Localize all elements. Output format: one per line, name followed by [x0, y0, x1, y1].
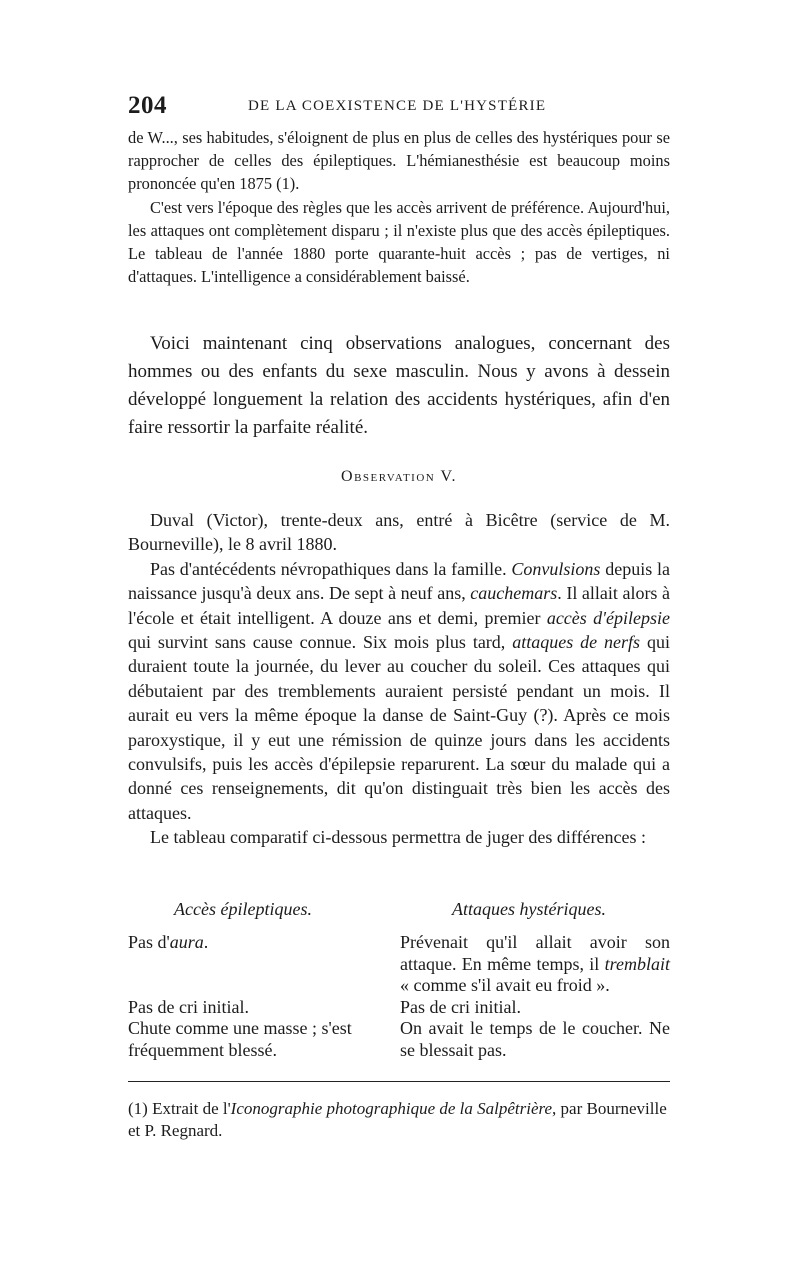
comparison-headers — [128, 899, 670, 925]
footnote-work-title: Iconographie photographique de la Salpêtrière — [230, 1099, 553, 1118]
text-run: « comme s'il avait eu froid ». — [400, 975, 610, 996]
comparison-row — [128, 997, 670, 1019]
footnote-text: , par Bourneville et P. Regnard. — [128, 1099, 667, 1140]
footnote-rule — [128, 1081, 670, 1082]
text-run: qui duraient toute la journée, du lever au coucher du soleil. Ces attaques qui débutaient par des tremblements auraient persisté pendant un mois. Il aurait eu vers la même époque la danse de Saint-Guy (?). Après ce mois paroxystique, il y eut une rémission de quinze jours dans les accidents convulsifs, puis les accès d'épilepsie reparurent. La sœur du malade qui a donné ces renseignements, dit qu'on distinguait très bien les accès des attaques. — [128, 632, 670, 823]
comparison-row — [128, 932, 670, 997]
emphasis-aura: aura — [169, 932, 204, 952]
observation-paragraph-3: Le tableau comparatif ci-dessous permettra de juger des différences : — [150, 827, 646, 848]
cell-epileptic: Chute comme une masse ; s'est fréquemment blessé. — [128, 1018, 352, 1060]
footnote-text: Extrait de l' — [152, 1099, 231, 1118]
emphasis-tremblait: tremblait — [604, 953, 670, 974]
opening-text — [128, 126, 670, 288]
cell-hysterical — [400, 932, 670, 997]
paragraph-continuation: de W..., ses habitudes, s'éloignent de plus en plus de celles des hystériques pour se rapprocher de celles des épileptiques. L'hémianesthésie est beaucoup moins prononcée qu'en 1875 (1). — [128, 128, 670, 194]
cell-epileptic: Pas d'aura. — [128, 932, 209, 952]
emphasis-cauchemars: cauchemars — [470, 583, 558, 604]
observation-paragraph-1: Duval (Victor), trente-deux ans, entré à Bicêtre (service de M. Bourneville), le 8 avril 1880. — [128, 510, 670, 555]
cell-hysterical: On avait le temps de le coucher. Ne se blessait pas. — [400, 1018, 670, 1060]
emphasis-acces-epilepsie: accès d'épilepsie — [546, 607, 670, 628]
text-run: qui survint sans cause connue. Six mois plus tard, — [128, 632, 513, 653]
text-run: Pas d'antécédents névropathiques dans la famille. — [150, 558, 512, 579]
page-number: 204 — [128, 92, 167, 119]
observation-title: Observation V. — [341, 468, 457, 485]
page-header — [128, 92, 670, 122]
paragraph-intro: Voici maintenant cinq observations analogues, concernant des hommes ou des enfants du sexe masculin. Nous y avons à dessein développé longuement la relation des accidents hystériques, afin d'en faire ressortir la parfaite réalité. — [128, 333, 670, 438]
emphasis-convulsions: Convulsions — [511, 558, 601, 579]
footnote-marker: (1) — [128, 1099, 148, 1118]
column-header-hysterical: Attaques hystériques. — [452, 899, 606, 919]
cell-hysterical: Pas de cri initial. — [400, 996, 521, 1017]
column-header-epileptic: Accès épileptiques. — [174, 899, 312, 919]
emphasis-attaques-nerfs: attaques de nerfs — [512, 632, 641, 653]
intro-text — [128, 330, 670, 442]
comparison-row — [128, 1018, 670, 1061]
cell-epileptic: Pas de cri initial. — [128, 996, 249, 1017]
footnote — [128, 1098, 670, 1142]
comparison-table — [128, 932, 670, 1062]
observation-text — [128, 508, 670, 850]
text-run: depuis la naissance jusqu'à deux ans. De sept à neuf ans, — [128, 558, 670, 604]
paragraph-regles: C'est vers l'époque des règles que les accès arrivent de préférence. Aujourd'hui, les attaques ont complètement disparu ; il n'existe plus que des accès épileptiques. Le tableau de l'année 1880 porte quarante-huit accès ; pas de vertiges, ni d'attaques. L'intelligence a considérablement baissé. — [128, 197, 670, 287]
running-title: DE LA COEXISTENCE DE L'HYSTÉRIE — [248, 98, 547, 114]
text-run: . Il allait alors à l'école et était intelligent. A douze ans et demi, premier — [128, 583, 671, 628]
observation-paragraph-2 — [128, 557, 670, 825]
text-run: Prévenait qu'il allait avoir son attaque. En même temps, il — [400, 932, 670, 974]
